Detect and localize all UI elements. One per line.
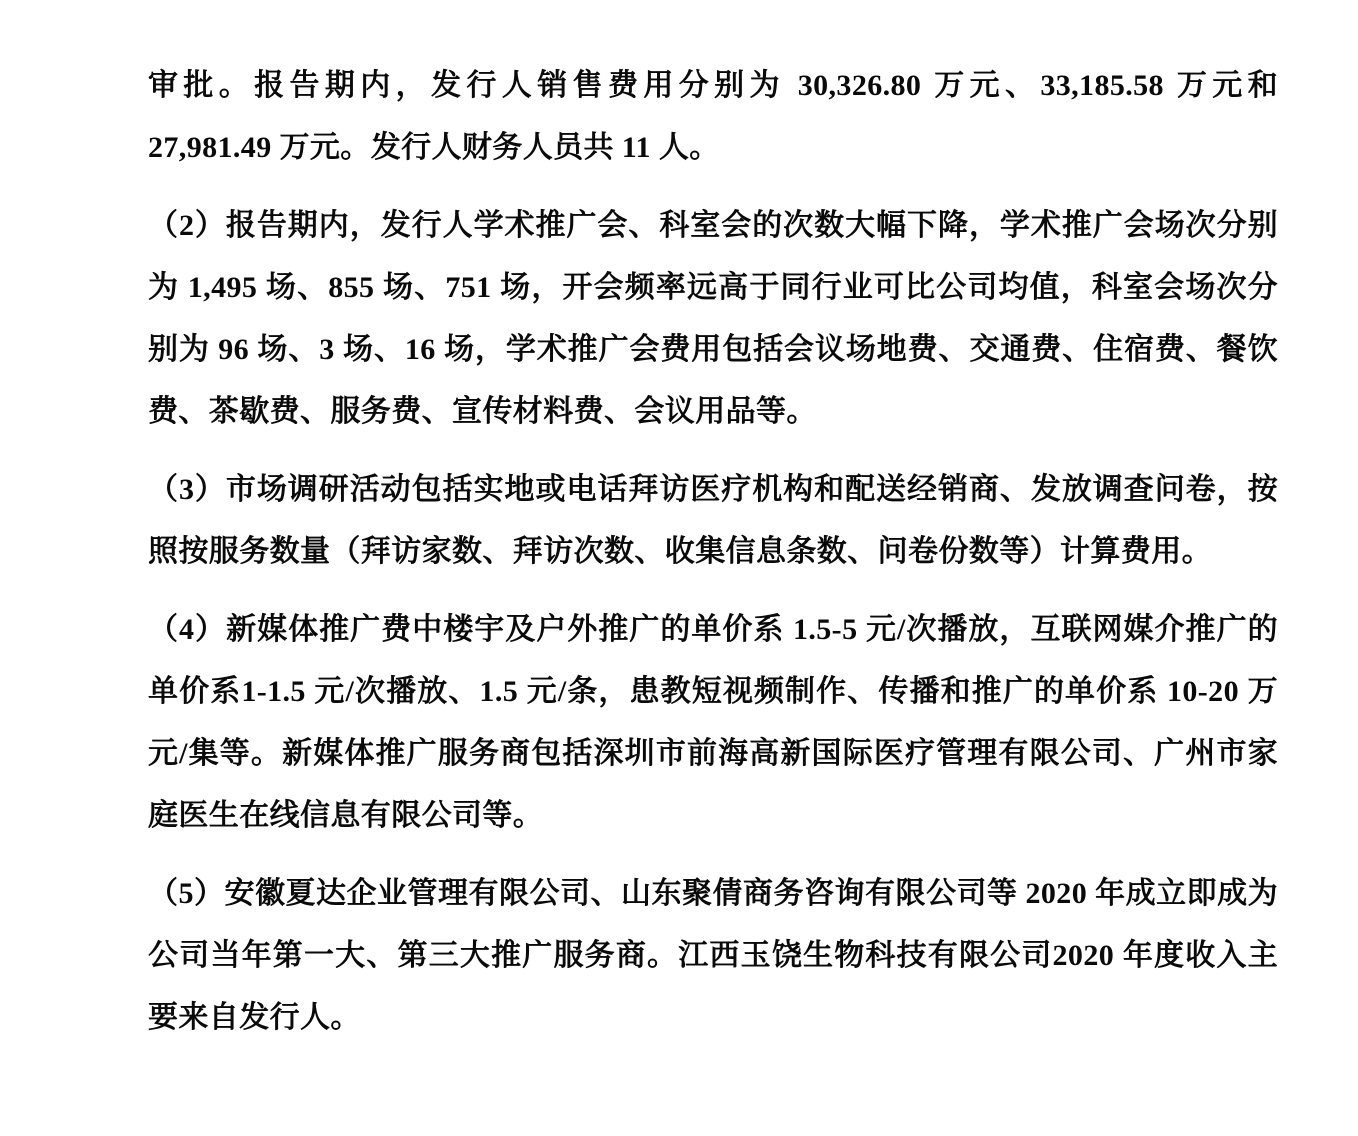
paragraph-audit-sales-expense: 审批。报告期内，发行人销售费用分别为 30,326.80 万元、33,185.58 万元和 27,981.49 万元。发行人财务人员共 11 人。 xyxy=(148,69,1278,164)
page-left-edge xyxy=(0,0,8,1136)
paragraph-item-2: （2）报告期内，发行人学术推广会、科室会的次数大幅下降，学术推广会场次分别为 1,495 场、855 场、751 场，开会频率远高于同行业可比公司均值，科室会场次分别为 96 场、3 场、16 场，学术推广会费用包括会议场地费、交通费、住宿费、餐饮费、茶歇费、服务费、宣传材料费、会议用品等。 xyxy=(148,209,1278,428)
document-body xyxy=(148,55,1278,1049)
paragraph-item-3: （3）市场调研活动包括实地或电话拜访医疗机构和配送经销商、发放调查问卷，按照按服务数量（拜访家数、拜访次数、收集信息条数、问卷份数等）计算费用。 xyxy=(148,473,1278,568)
paragraph-item-5: （5）安徽夏达企业管理有限公司、山东聚倩商务咨询有限公司等 2020 年成立即成为公司当年第一大、第三大推广服务商。江西玉饶生物科技有限公司2020 年度收入主要来自发行人。 xyxy=(148,877,1278,1034)
paragraph-item-4: （4）新媒体推广费中楼宇及户外推广的单价系 1.5-5 元/次播放，互联网媒介推广的单价系1-1.5 元/次播放、1.5 元/条，患教短视频制作、传播和推广的单价系 10-20 万元/集等。新媒体推广服务商包括深圳市前海高新国际医疗管理有限公司、广州市家庭医生在线信息有限公司等。 xyxy=(148,613,1278,832)
